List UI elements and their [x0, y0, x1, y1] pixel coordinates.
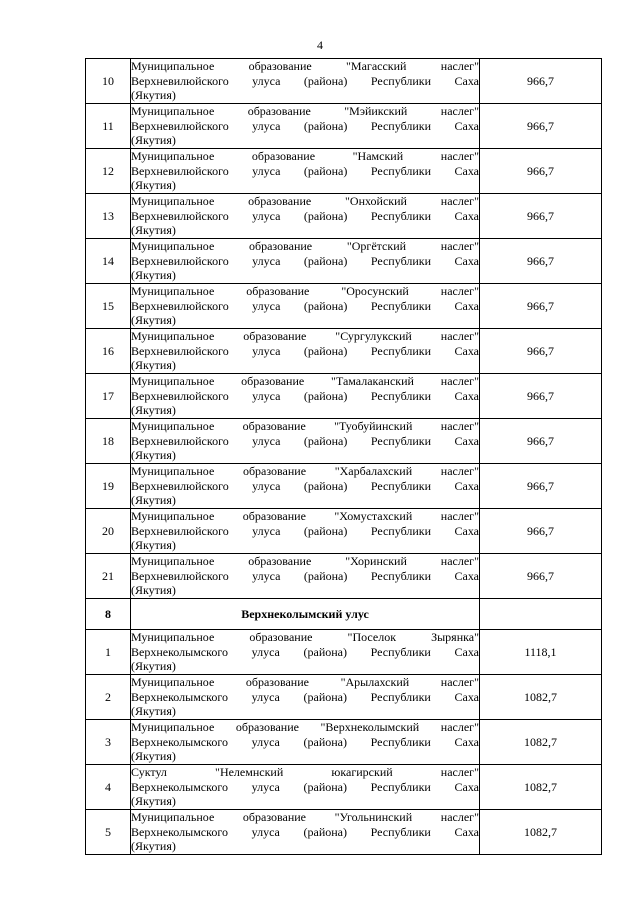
name-line: Муниципальное образование "Поселок Зырянка" — [131, 630, 479, 645]
municipality-name — [131, 630, 480, 675]
table-row — [86, 239, 602, 284]
table-row — [86, 554, 602, 599]
table-row — [86, 630, 602, 675]
row-number: 4 — [86, 765, 131, 810]
municipality-name — [131, 675, 480, 720]
table-row — [86, 675, 602, 720]
name-line: (Якутия) — [131, 583, 176, 598]
row-number: 12 — [86, 149, 131, 194]
row-number: 15 — [86, 284, 131, 329]
name-line: Суктул "Нелемнский юкагирский наслег" — [131, 765, 479, 780]
name-line: Верхневилюйского улуса (района) Республики Саха — [131, 568, 479, 583]
municipality-name — [131, 509, 480, 554]
municipality-name — [131, 149, 480, 194]
table-row — [86, 810, 602, 855]
municipality-name — [131, 239, 480, 284]
table-row — [86, 329, 602, 374]
name-line: Верхнеколымского улуса (района) Республики Саха — [131, 689, 479, 704]
amount-value: 1082,7 — [480, 810, 602, 855]
amount-value: 966,7 — [480, 419, 602, 464]
name-line: (Якутия) — [131, 403, 176, 418]
row-number: 20 — [86, 509, 131, 554]
section-header-row — [86, 599, 602, 630]
page-number: 4 — [317, 38, 323, 52]
amount-value: 966,7 — [480, 464, 602, 509]
name-line: (Якутия) — [131, 538, 176, 553]
name-line: Верхневилюйского улуса (района) Республики Саха — [131, 73, 479, 88]
amount-value: 966,7 — [480, 59, 602, 104]
name-line: Верхнеколымского улуса (района) Республики Саха — [131, 644, 479, 659]
name-line: (Якутия) — [131, 448, 176, 463]
name-line: (Якутия) — [131, 749, 176, 764]
amount-value: 1082,7 — [480, 765, 602, 810]
name-line: Муниципальное образование "Сургулукский наслег" — [131, 329, 479, 344]
amount-value: 1082,7 — [480, 675, 602, 720]
table-row — [86, 374, 602, 419]
name-line: (Якутия) — [131, 704, 176, 719]
name-line: Муниципальное образование "Туобуйинский наслег" — [131, 419, 479, 434]
table-row — [86, 765, 602, 810]
name-line: Муниципальное образование "Хомустахский наслег" — [131, 509, 479, 524]
name-line: Верхнеколымского улуса (района) Республики Саха — [131, 779, 479, 794]
amount-value: 1082,7 — [480, 720, 602, 765]
name-line: Муниципальное образование "Намский наслег" — [131, 149, 479, 164]
row-number: 16 — [86, 329, 131, 374]
name-line: Муниципальное образование "Оргётский наслег" — [131, 239, 479, 254]
name-line: Муниципальное образование "Угольнинский наслег" — [131, 810, 479, 825]
table-row — [86, 464, 602, 509]
table-row — [86, 720, 602, 765]
municipal-table — [85, 58, 602, 855]
section-title: Верхнеколымский улус — [131, 599, 480, 630]
municipality-name — [131, 765, 480, 810]
municipality-name — [131, 810, 480, 855]
name-line: Муниципальное образование "Хоринский наслег" — [131, 554, 479, 569]
name-line: (Якутия) — [131, 493, 176, 508]
municipality-name — [131, 284, 480, 329]
name-line: Муниципальное образование "Онхойский наслег" — [131, 194, 479, 209]
municipality-name — [131, 104, 480, 149]
row-number: 17 — [86, 374, 131, 419]
name-line: Верхневилюйского улуса (района) Республики Саха — [131, 298, 479, 313]
name-line: Верхневилюйского улуса (района) Республики Саха — [131, 523, 479, 538]
row-number: 11 — [86, 104, 131, 149]
section-empty-cell — [480, 599, 602, 630]
amount-value: 966,7 — [480, 284, 602, 329]
amount-value: 966,7 — [480, 554, 602, 599]
row-number: 19 — [86, 464, 131, 509]
name-line: (Якутия) — [131, 268, 176, 283]
amount-value: 966,7 — [480, 239, 602, 284]
row-number: 1 — [86, 630, 131, 675]
name-line: (Якутия) — [131, 659, 176, 674]
table-row — [86, 104, 602, 149]
table-row — [86, 149, 602, 194]
amount-value: 966,7 — [480, 149, 602, 194]
amount-value: 966,7 — [480, 329, 602, 374]
row-number: 13 — [86, 194, 131, 239]
name-line: (Якутия) — [131, 133, 176, 148]
name-line: (Якутия) — [131, 223, 176, 238]
section-number: 8 — [86, 599, 131, 630]
name-line: Верхневилюйского улуса (района) Республики Саха — [131, 343, 479, 358]
municipality-name — [131, 554, 480, 599]
name-line: Верхневилюйского улуса (района) Республики Саха — [131, 478, 479, 493]
row-number: 18 — [86, 419, 131, 464]
name-line: Верхневилюйского улуса (района) Республики Саха — [131, 433, 479, 448]
table-row — [86, 509, 602, 554]
row-number: 5 — [86, 810, 131, 855]
name-line: Муниципальное образование "Оросунский наслег" — [131, 284, 479, 299]
municipality-name — [131, 720, 480, 765]
name-line: Муниципальное образование "Мэйикский наслег" — [131, 104, 479, 119]
name-line: Муниципальное образование "Харбалахский наслег" — [131, 464, 479, 479]
name-line: Верхнеколымского улуса (района) Республики Саха — [131, 734, 479, 749]
municipality-name — [131, 59, 480, 104]
name-line: Муниципальное образование "Тамалаканский наслег" — [131, 374, 479, 389]
municipality-name — [131, 194, 480, 239]
municipality-name — [131, 374, 480, 419]
municipality-name — [131, 419, 480, 464]
row-number: 10 — [86, 59, 131, 104]
name-line: Муниципальное образование "Арылахский наслег" — [131, 675, 479, 690]
municipality-name — [131, 329, 480, 374]
name-line: Верхневилюйского улуса (района) Республики Саха — [131, 208, 479, 223]
name-line: Верхневилюйского улуса (района) Республики Саха — [131, 388, 479, 403]
name-line: Верхневилюйского улуса (района) Республики Саха — [131, 253, 479, 268]
amount-value: 966,7 — [480, 374, 602, 419]
name-line: Муниципальное образование "Верхнеколымский наслег" — [131, 720, 479, 735]
row-number: 14 — [86, 239, 131, 284]
name-line: (Якутия) — [131, 88, 176, 103]
name-line: (Якутия) — [131, 839, 176, 854]
table-row — [86, 419, 602, 464]
name-line: (Якутия) — [131, 358, 176, 373]
table-row — [86, 194, 602, 239]
name-line: Верхнеколымского улуса (района) Республики Саха — [131, 824, 479, 839]
name-line: (Якутия) — [131, 313, 176, 328]
amount-value: 966,7 — [480, 509, 602, 554]
name-line: Верхневилюйского улуса (района) Республики Саха — [131, 118, 479, 133]
row-number: 21 — [86, 554, 131, 599]
name-line: (Якутия) — [131, 794, 176, 809]
table-row — [86, 59, 602, 104]
amount-value: 966,7 — [480, 104, 602, 149]
name-line: (Якутия) — [131, 178, 176, 193]
name-line: Муниципальное образование "Магасский наслег" — [131, 59, 479, 74]
table-row — [86, 284, 602, 329]
amount-value: 1118,1 — [480, 630, 602, 675]
amount-value: 966,7 — [480, 194, 602, 239]
row-number: 3 — [86, 720, 131, 765]
row-number: 2 — [86, 675, 131, 720]
municipality-name — [131, 464, 480, 509]
name-line: Верхневилюйского улуса (района) Республики Саха — [131, 163, 479, 178]
